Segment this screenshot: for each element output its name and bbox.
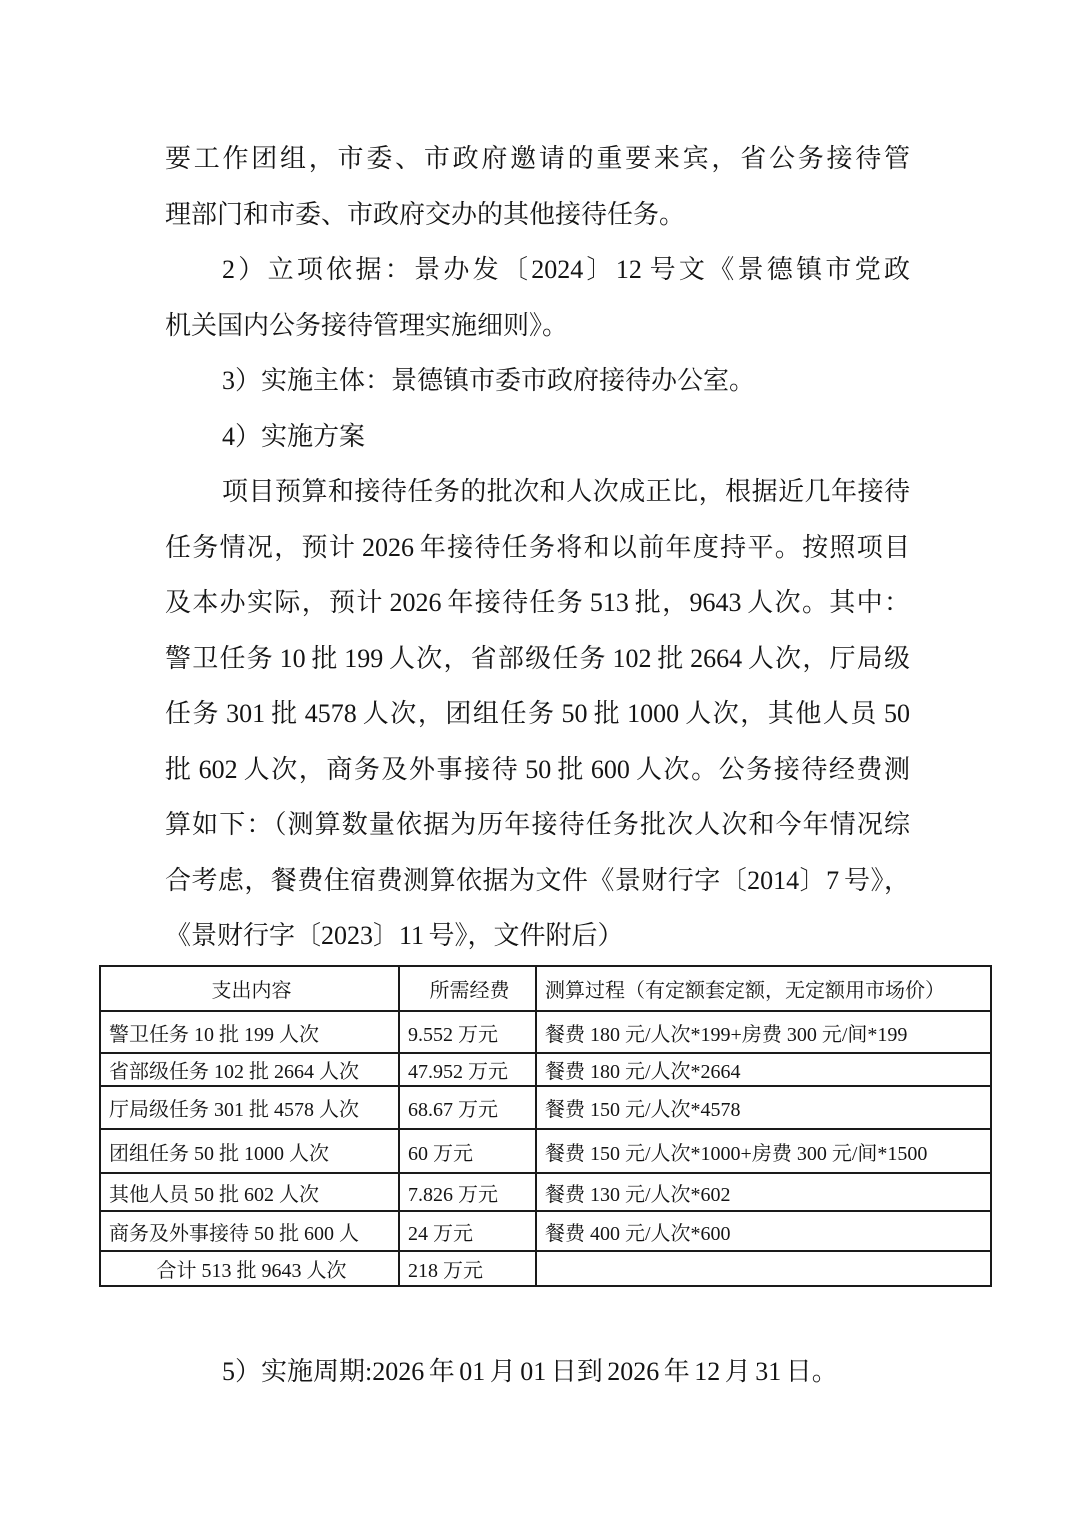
table-row	[100, 1053, 991, 1086]
cell-expense-content: 商务及外事接待 50 批 600 人	[100, 1211, 399, 1251]
cell-expense-content: 其他人员 50 批 602 人次	[100, 1173, 399, 1211]
cell-expense-content: 省部级任务 102 批 2664 人次	[100, 1053, 399, 1086]
body-text-line-item-5: 5）实施周期:2026 年 01 月 01 日到 2026 年 12 月 31 日。	[222, 1357, 838, 1386]
body-text-line: 项目预算和接待任务的批次和人次成正比，根据近几年接待	[222, 477, 910, 506]
table-row	[100, 1129, 991, 1173]
cell-required-cost: 60 万元	[399, 1129, 536, 1173]
cell-required-cost: 9.552 万元	[399, 1011, 536, 1053]
body-text-line-item-2: 2）立项依据：景办发〔2024〕12 号文《景德镇市党政	[222, 255, 910, 284]
body-text-line: 理部门和市委、市政府交办的其他接待任务。	[165, 199, 686, 229]
body-text-line: 任务情况，预计 2026 年接待任务将和以前年度持平。按照项目	[165, 532, 910, 562]
cell-calculation: 餐费 180 元/人次*199+房费 300 元/间*199	[536, 1011, 991, 1053]
cell-calculation: 餐费 150 元/人次*1000+房费 300 元/间*1500	[536, 1129, 991, 1173]
cell-calculation: 餐费 150 元/人次*4578	[536, 1086, 991, 1129]
body-text-line: 算如下：（测算数量依据为历年接待任务批次人次和今年情况综	[165, 810, 910, 839]
table-row	[100, 1086, 991, 1129]
body-text-line: 及本办实际，预计 2026 年接待任务 513 批，9643 人次。其中：	[165, 588, 910, 617]
cell-expense-content: 警卫任务 10 批 199 人次	[100, 1011, 399, 1053]
header-calculation-process: 测算过程（有定额套定额，无定额用市场价）	[536, 966, 991, 1011]
cell-total-content: 合计 513 批 9643 人次	[100, 1251, 399, 1286]
body-text-line-item-4: 4）实施方案	[222, 421, 366, 451]
table-row-total	[100, 1251, 991, 1286]
table-header-row	[100, 966, 991, 1011]
cell-calculation: 餐费 400 元/人次*600	[536, 1211, 991, 1251]
body-text-line: 警卫任务 10 批 199 人次，省部级任务 102 批 2664 人次，厅局级	[165, 643, 910, 673]
body-text-line: 任务 301 批 4578 人次，团组任务 50 批 1000 人次，其他人员 50	[165, 699, 910, 728]
cell-expense-content: 厅局级任务 301 批 4578 人次	[100, 1086, 399, 1129]
body-text-line: 机关国内公务接待管理实施细则》。	[165, 310, 569, 340]
header-required-cost: 所需经费	[399, 966, 536, 1011]
cell-total-calculation	[536, 1251, 991, 1286]
body-text-block	[165, 131, 910, 964]
cell-expense-content: 团组任务 50 批 1000 人次	[100, 1129, 399, 1173]
table-row	[100, 1211, 991, 1251]
table-row	[100, 1011, 991, 1053]
cell-required-cost: 7.826 万元	[399, 1173, 536, 1211]
header-expense-content: 支出内容	[100, 966, 399, 1011]
body-text-line: 合考虑，餐费住宿费测算依据为文件《景财行字〔2014〕7 号》，	[165, 865, 910, 895]
cell-total-cost: 218 万元	[399, 1251, 536, 1286]
cell-required-cost: 24 万元	[399, 1211, 536, 1251]
table-row	[100, 1173, 991, 1211]
body-text-line-item-3: 3）实施主体：景德镇市委市政府接待办公室。	[222, 366, 756, 395]
body-text-line: 批 602 人次，商务及外事接待 50 批 600 人次。公务接待经费测	[165, 754, 910, 784]
cell-required-cost: 47.952 万元	[399, 1053, 536, 1086]
body-text-line: 要工作团组，市委、市政府邀请的重要来宾，省公务接待管	[165, 144, 910, 173]
closing-text-block	[165, 1344, 925, 1400]
cell-required-cost: 68.67 万元	[399, 1086, 536, 1129]
cell-calculation: 餐费 130 元/人次*602	[536, 1173, 991, 1211]
cell-calculation: 餐费 180 元/人次*2664	[536, 1053, 991, 1086]
expense-budget-table	[99, 965, 992, 1287]
body-text-line: 《景财行字〔2023〕11 号》，文件附后）	[165, 921, 624, 950]
